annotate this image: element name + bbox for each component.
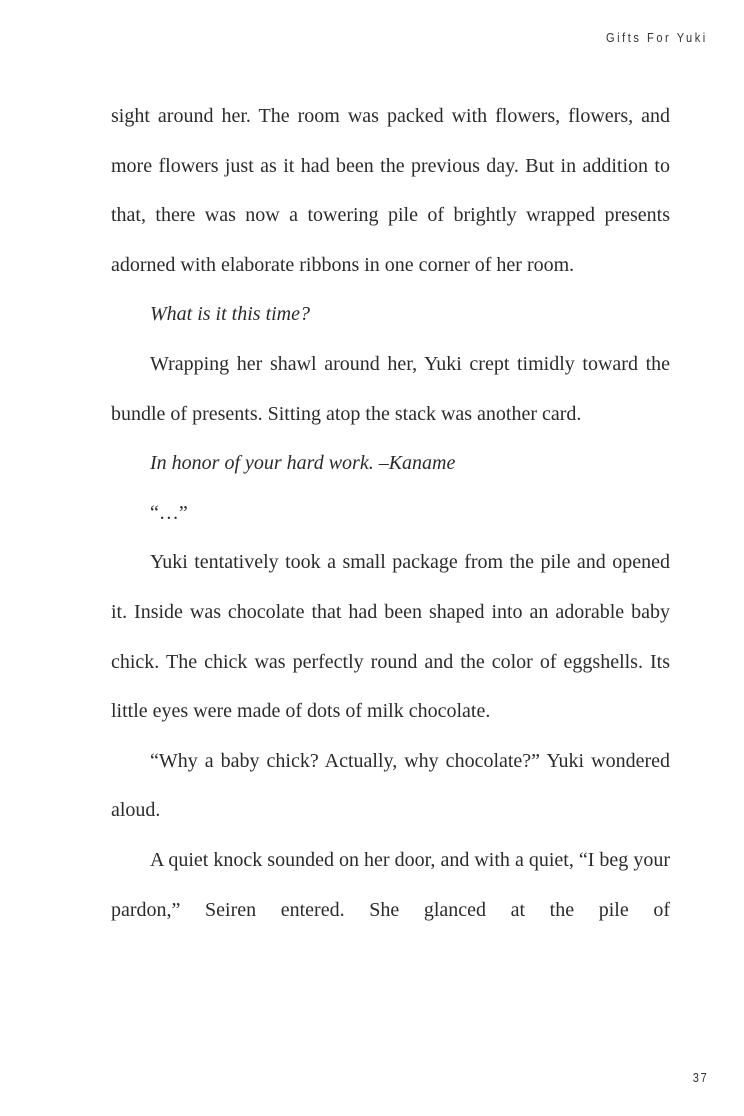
paragraph-card-text: In honor of your hard work. –Kaname [150, 452, 456, 475]
paragraph-ellipsis: “…” [150, 501, 188, 524]
paragraph-continuation: sight around her. The room was packed with flowers, flowers, and more flowers just as it had been the previous day. But in addition to that, there was now a towering pile of brightly wrapped presents adorned with elaborate ribbons in one corner of her room. [111, 105, 670, 276]
body-text [111, 92, 670, 935]
page-number: 37 [692, 1070, 708, 1085]
paragraph-knock: A quiet knock sounded on her door, and with a quiet, “I beg your pardon,” Seiren entered. She glanced at the pile of [111, 848, 670, 921]
paragraph-chocolate: Yuki tentatively took a small package from the pile and opened it. Inside was chocolate that had been shaped into an adorable baby chick. The chick was perfectly round and the color of eggshells. Its little eyes were made of dots of milk chocolate. [111, 551, 670, 723]
paragraph-question: “Why a baby chick? Actually, why chocolate?” Yuki wondered aloud. [111, 749, 670, 822]
paragraph-presents: Wrapping her shawl around her, Yuki crept timidly toward the bundle of presents. Sitting atop the stack was another card. [111, 352, 670, 425]
paragraph-thought: What is it this time? [150, 303, 310, 326]
running-header: Gifts For Yuki [606, 30, 708, 45]
